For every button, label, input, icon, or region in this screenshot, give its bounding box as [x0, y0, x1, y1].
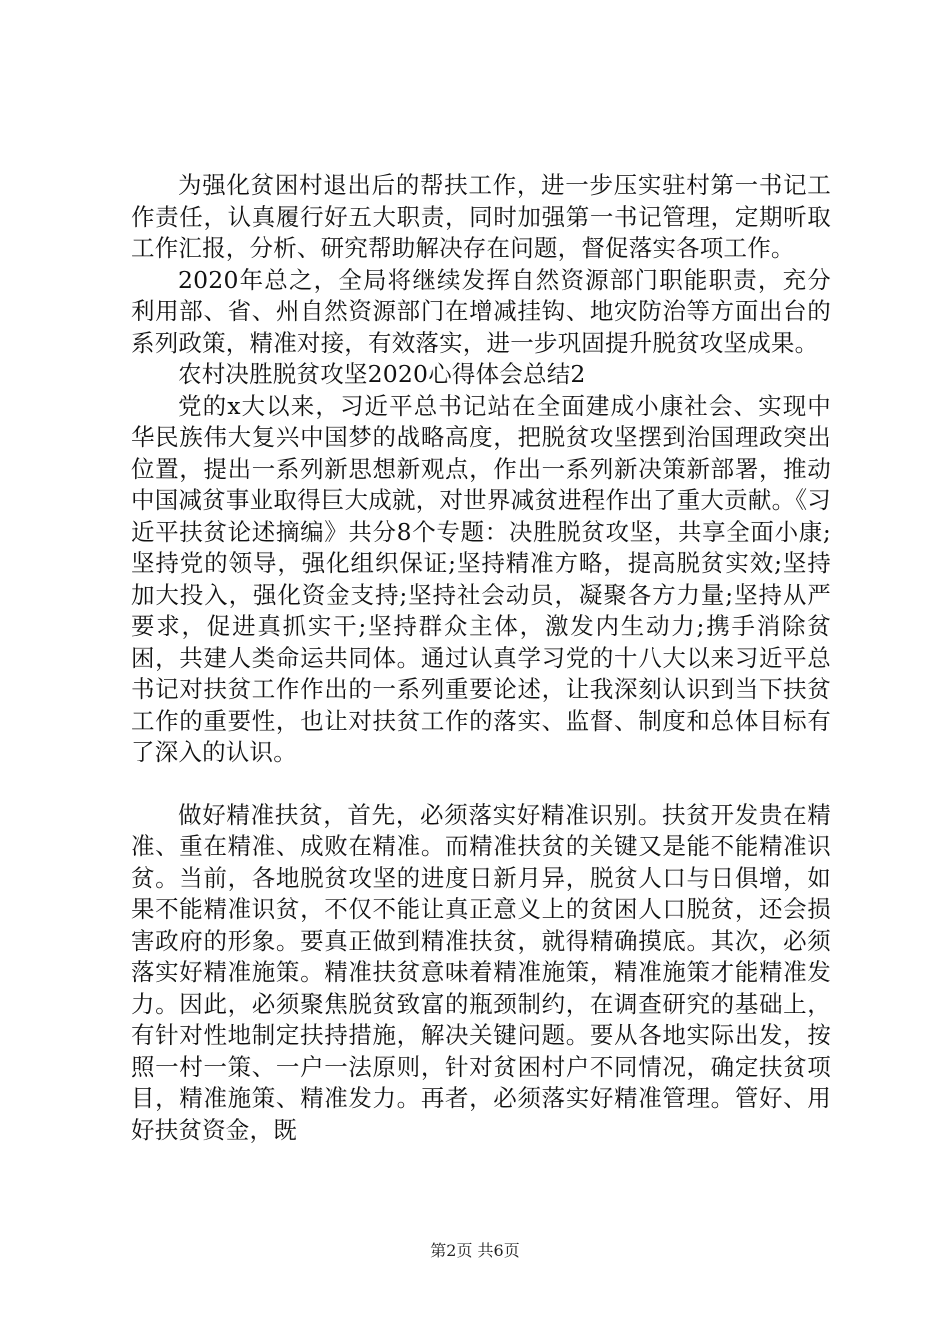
paragraph-first-secretary: 为强化贫困村退出后的帮扶工作，进一步压实驻村第一书记工作责任，认真履行好五大职责，同时加强第一书记管理，定期听取工作汇报，分析、研究帮助解决存在问题，督促落实各项工作。 — [131, 171, 831, 262]
section-heading: 农村决胜脱贫攻坚2020心得体会总结2 — [178, 360, 586, 388]
document-body — [131, 170, 831, 1146]
paragraph-precision-poverty: 做好精准扶贫，首先，必须落实好精准识别。扶贫开发贵在精准、重在精准、成败在精准。而精准扶贫的关键又是能不能精准识贫。当前，各地脱贫攻坚的进度日新月异，脱贫人口与日俱增，如果不能精准识贫，不仅不能让真正意义上的贫困人口脱贫，还会损害政府的形象。要真正做到精准扶贫，就得精确摸底。其次，必须落实好精准施策。精准扶贫意味着精准施策，精准施策才能精准发力。因此，必须聚焦脱贫致富的瓶颈制约，在调查研究的基础上，有针对性地制定扶持措施，解决关键问题。要从各地实际出发，按照一村一策、一户一法原则，针对贫困村户不同情况，确定扶贫项目，精准施策、精准发力。再者，必须落实好精准管理。管好、用好扶贫资金，既 — [131, 800, 831, 1144]
page-number-footer: 第2页 共6页 — [430, 1241, 520, 1260]
paragraph-spacer — [131, 769, 831, 800]
paragraph-party-congress: 党的x大以来，习近平总书记站在全面建成小康社会、实现中华民族伟大复兴中国梦的战略高度，把脱贫攻坚摆到治国理政突出位置，提出一系列新思想新观点，作出一系列新决策新部署，推动中国减贫事业取得巨大成就，对世界减贫进程作出了重大贡献。《习近平扶贫论述摘编》共分8个专题：决胜脱贫攻坚，共享全面小康;坚持党的领导，强化组织保证;坚持精准方略，提高脱贫实效;坚持加大投入，强化资金支持;坚持社会动员，凝聚各方力量;坚持从严要求，促进真抓实干;坚持群众主体，激发内生动力;携手消除贫困，共建人类命运共同体。通过认真学习党的十八大以来习近平总书记对扶贫工作作出的一系列重要论述，让我深刻认识到当下扶贫工作的重要性，也让对扶贫工作的落实、监督、制度和总体目标有了深入的认识。 — [131, 391, 831, 766]
paragraph-2020-summary: 2020年总之，全局将继续发挥自然资源部门职能职责，充分利用部、省、州自然资源部门在增减挂钩、地灾防治等方面出台的系列政策，精准对接，有效落实，进一步巩固提升脱贫攻坚成果。 — [131, 265, 831, 357]
